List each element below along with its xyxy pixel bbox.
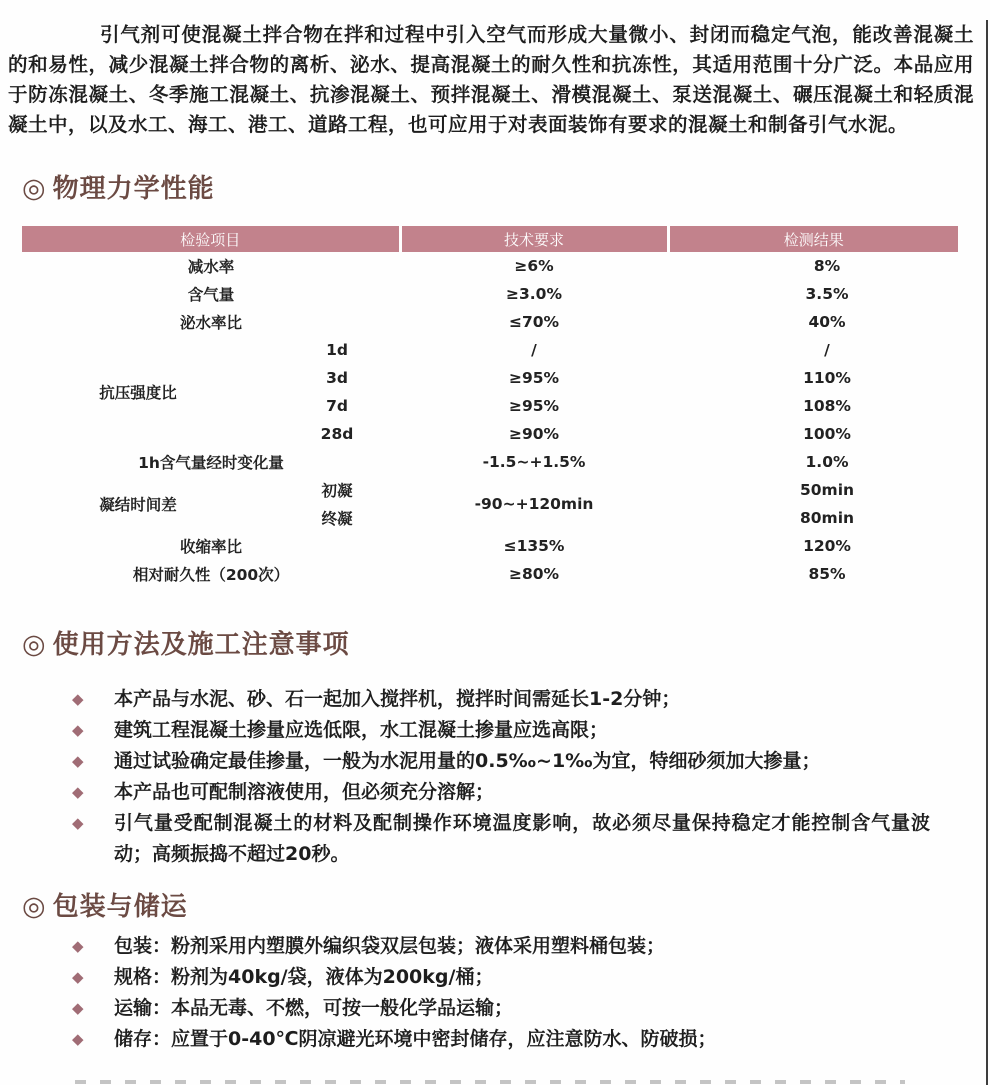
col-header-requirement: 技术要求 — [400, 226, 668, 252]
table-row — [22, 252, 958, 280]
list-item-text: 规格：粉剂为40kg/袋，液体为200kg/桶； — [114, 966, 494, 988]
list-item-text: 本产品与水泥、砂、石一起加入搅拌机，搅拌时间需延长1-2分钟； — [114, 688, 681, 710]
cell-requirement: / — [531, 341, 537, 359]
cell-item-group: 抗压强度比 — [99, 384, 177, 402]
diamond-bullet-icon: ◆ — [72, 690, 84, 708]
cell-result: 40% — [808, 313, 846, 331]
diamond-bullet-icon: ◆ — [72, 752, 84, 770]
list-item-text: 引气量受配制混凝土的材料及配制操作环境温度影响，故必须尽量保持稳定才能控制含气量波动；高频振捣不超过20秒。 — [114, 812, 930, 865]
list-item — [0, 1024, 990, 1055]
cell-subitem: 3d — [326, 369, 348, 387]
list-item — [0, 777, 990, 808]
list-item — [0, 715, 990, 746]
packaging-list — [0, 931, 990, 1055]
table-header-row — [22, 226, 958, 252]
list-item — [0, 962, 990, 993]
section-marker-icon: ◎ — [22, 891, 47, 922]
table-row — [22, 308, 958, 336]
cell-item: 收缩率比 — [180, 538, 243, 556]
table-row — [22, 448, 958, 476]
cell-subitem: 1d — [326, 341, 348, 359]
list-item — [0, 684, 990, 715]
list-item — [0, 746, 990, 777]
intro-paragraph: 引气剂可使混凝土拌合物在拌和过程中引入空气而形成大量微小、封闭而稳定气泡，能改善混凝土的和易性，减少混凝土拌合物的离析、泌水、提高混凝土的耐久性和抗冻性，其适用范围十分广泛。本品应用于防冻混凝土、冬季施工混凝土、抗渗混凝土、预拌混凝土、滑模混凝土、泵送混凝土、碾压混凝土和轻质混凝土中，以及水工、海工、港工、道路工程，也可应用于对表面装饰有要求的混凝土和制备引气水泥。 — [8, 23, 974, 136]
cell-result: 108% — [803, 397, 851, 415]
cell-result: 100% — [803, 425, 851, 443]
cell-result: 120% — [803, 537, 851, 555]
list-item-text: 本产品也可配制溶液使用，但必须充分溶解； — [114, 781, 495, 803]
list-item-text: 通过试验确定最佳掺量，一般为水泥用量的0.5‰~1‰为宜，特细砂须加大掺量； — [114, 750, 821, 772]
list-item-text: 运输：本品无毒、不燃，可按一般化学品运输； — [114, 997, 514, 1019]
diamond-bullet-icon: ◆ — [72, 783, 84, 801]
diamond-bullet-icon: ◆ — [72, 721, 84, 739]
cell-requirement: -90~+120min — [474, 495, 594, 513]
cell-requirement: ≤135% — [503, 537, 565, 555]
cell-item: 含气量 — [187, 286, 235, 304]
list-item-text: 建筑工程混凝土掺量应选低限，水工混凝土掺量应选高限； — [114, 719, 609, 741]
cell-result: 3.5% — [805, 285, 849, 303]
cell-subitem: 初凝 — [321, 482, 353, 500]
list-item — [0, 808, 990, 870]
table-row — [22, 532, 958, 560]
list-item — [0, 993, 990, 1024]
list-item — [0, 931, 990, 962]
diamond-bullet-icon: ◆ — [72, 968, 84, 986]
diamond-bullet-icon: ◆ — [72, 937, 84, 955]
cell-requirement: ≥80% — [508, 565, 560, 583]
cell-item: 1h含气量经时变化量 — [138, 454, 284, 472]
cell-result: 8% — [813, 257, 841, 275]
section-title-packaging: 包装与储运 — [52, 892, 188, 922]
cell-item-group: 凝结时间差 — [99, 496, 177, 514]
truncated-bottom-line — [75, 1080, 905, 1084]
cell-requirement: ≥95% — [508, 369, 560, 387]
list-item-text: 包装：粉剂采用内塑膜外编织袋双层包装；液体采用塑料桶包装； — [114, 935, 666, 957]
table-row — [22, 560, 958, 588]
properties-table — [22, 226, 958, 588]
table-row — [22, 476, 958, 504]
cell-subitem: 28d — [320, 425, 354, 443]
table-row — [22, 280, 958, 308]
cell-result: / — [824, 341, 830, 359]
list-item-text: 储存：应置于0-40℃阴凉避光环境中密封储存，应注意防水、防破损； — [114, 1028, 717, 1050]
diamond-bullet-icon: ◆ — [72, 1030, 84, 1048]
col-header-result: 检测结果 — [668, 226, 958, 252]
table-row — [22, 336, 958, 364]
scan-edge-line — [986, 20, 988, 1085]
cell-result: 85% — [808, 565, 846, 583]
cell-requirement: ≥6% — [514, 257, 554, 275]
section-title-usage: 使用方法及施工注意事项 — [52, 630, 350, 660]
cell-subitem: 7d — [326, 397, 348, 415]
cell-requirement: ≥3.0% — [506, 285, 562, 303]
cell-result: 50min — [799, 481, 855, 499]
diamond-bullet-icon: ◆ — [72, 999, 84, 1017]
cell-requirement: ≤70% — [508, 313, 560, 331]
section-heading-physical — [22, 172, 990, 206]
cell-result: 110% — [803, 369, 851, 387]
section-marker-icon: ◎ — [22, 629, 47, 660]
diamond-bullet-icon: ◆ — [72, 814, 84, 832]
cell-subitem: 终凝 — [321, 510, 353, 528]
cell-requirement: ≥95% — [508, 397, 560, 415]
cell-result: 80min — [799, 509, 855, 527]
section-heading-usage — [22, 628, 990, 662]
cell-requirement: ≥90% — [508, 425, 560, 443]
cell-item: 减水率 — [187, 258, 235, 276]
cell-item: 泌水率比 — [180, 314, 243, 332]
cell-requirement: -1.5~+1.5% — [482, 453, 586, 471]
usage-list — [0, 684, 990, 870]
section-title-physical: 物理力学性能 — [52, 174, 215, 204]
cell-item: 相对耐久性（200次） — [132, 566, 290, 584]
col-header-item: 检验项目 — [22, 226, 400, 252]
section-heading-packaging — [22, 890, 990, 924]
section-marker-icon: ◎ — [22, 173, 47, 204]
cell-result: 1.0% — [805, 453, 849, 471]
